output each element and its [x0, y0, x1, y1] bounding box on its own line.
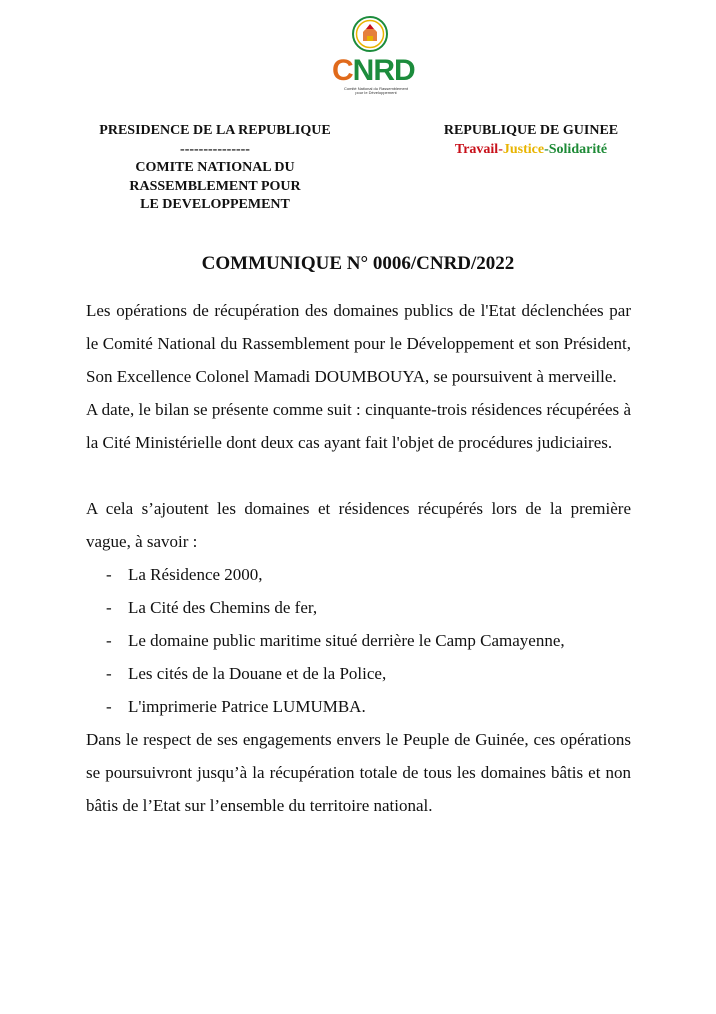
- paragraph-spacer: [86, 459, 631, 492]
- header-left-block: [82, 122, 348, 215]
- motto-solidarite: Solidarité: [548, 141, 608, 157]
- cnrd-logo: [322, 14, 418, 98]
- presidency-heading: PRESIDENCE DE LA REPUBLIQUE: [99, 123, 331, 138]
- motto-justice: Justice: [502, 141, 545, 157]
- paragraph-engagements: Dans le respect de ses engagements envers le Peuple de Guinée, ces opérations se poursuivront jusqu’à la récupération totale de tous les domaines bâtis et non bâtis de l’Etat sur l’ensemble du territoire national.: [86, 730, 631, 815]
- list-item: - L'imprimerie Patrice LUMUMBA.: [86, 690, 631, 723]
- communique-title: COMMUNIQUE N° 0006/CNRD/2022: [201, 253, 515, 274]
- logo-wordmark: CNRD: [332, 54, 415, 87]
- paragraph-operations: Les opérations de récupération des domaines publics de l'Etat déclenchées par le Comité National du Rassemblement pour le Développement et son Président, Son Excellence Colonel Mamadi DOUMBOUYA, se poursuivent à merveille.: [86, 301, 631, 386]
- communique-body: [86, 294, 631, 822]
- country-heading: REPUBLIQUE DE GUINEE: [443, 123, 619, 138]
- paragraph-bilan: A date, le bilan se présente comme suit : cinquante-trois résidences récupérées à la Cité Ministérielle dont deux cas ayant fait l'objet de procédures judiciaires.: [86, 400, 631, 452]
- list-item: - Le domaine public maritime situé derrière le Camp Camayenne,: [86, 624, 631, 657]
- paragraph-premiere-vague: A cela s’ajoutent les domaines et résidences récupérés lors de la première vague, à savoir :: [86, 499, 631, 551]
- recovered-domains-list: [86, 558, 631, 723]
- header-right-block: [424, 122, 638, 159]
- list-item: - La Résidence 2000,: [86, 558, 631, 591]
- committee-line-3: LE DEVELOPPEMENT: [140, 197, 290, 212]
- national-motto: Travail-Justice-Solidarité: [454, 141, 608, 157]
- list-item: - La Cité des Chemins de fer,: [86, 591, 631, 624]
- committee-line-2: RASSEMBLEMENT POUR: [129, 178, 301, 194]
- logo-subtitle: Comité National du Rassemblement pour le Développement: [343, 86, 409, 95]
- motto-travail: Travail: [454, 141, 499, 157]
- committee-line-1: COMITE NATIONAL DU: [135, 160, 295, 175]
- header-separator: ---------------: [180, 141, 250, 157]
- list-item: - Les cités de la Douane et de la Police,: [86, 657, 631, 690]
